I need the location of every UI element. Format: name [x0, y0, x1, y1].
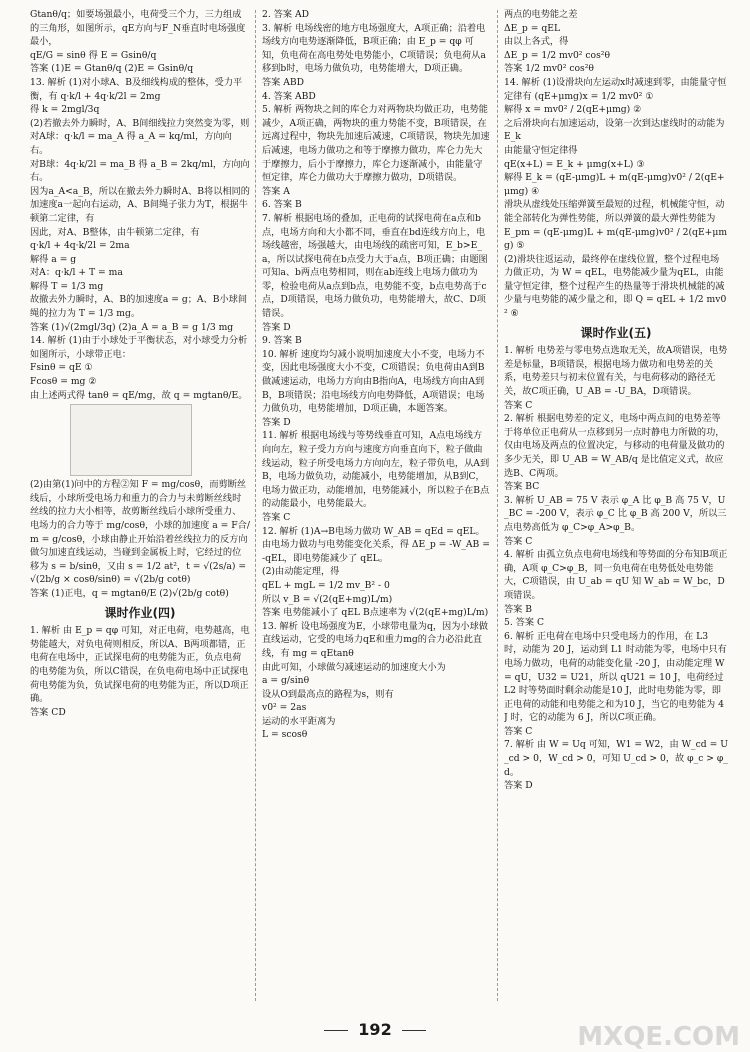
column-divider: [255, 10, 256, 1001]
text-line: 14. 解析 (1)由于小球处于平衡状态，对小球受力分析如图所示，小球带正电：: [30, 335, 248, 360]
text-line: 由以上各式，得: [504, 36, 569, 48]
text-line: 由能量守恒定律得: [504, 144, 578, 156]
text-line: 解得 a = g: [30, 253, 77, 265]
text-line: 3. 解析 电场线密的地方电场强度大，A项正确；沿着电场线方向电势逐渐降低，B项正确；由 E_p = qφ 可知，负电荷在高电势处电势能小，C项错误；负电荷从a移到b时，电场力做负功，电势能增大，D项正确。: [262, 22, 486, 75]
text-line: 设从O到最高点的路程为s，则有: [262, 688, 394, 700]
text-line: 由电场力做功与电势能变化关系，得 ΔE_p = -W_AB = -qEL，即电势能减少了 qEL。: [262, 539, 490, 564]
text-line: 答案 A: [262, 185, 290, 197]
text-line: 4. 答案 ABD: [262, 90, 316, 102]
text-line: 11. 解析 根据电场线与等势线垂直可知，A点电场线方向向左，粒子受力方向与速度方向垂直向下，粒子做曲线运动，粒子所受电场力方向向左，粒子带负电，从A到B，电场力做负功，动能减小，电势能增加，从B到C，电场力做正功，动能增加，电势能减小，所以粒子在B点的动能最小，电势能最大。: [262, 430, 490, 510]
column-divider: [497, 10, 498, 1001]
text-line: 之后滑块向右加速运动，设第一次到达虚线时的动能为 E_k: [504, 117, 725, 143]
text-line: qEL + mgL = 1/2 mv_B² - 0: [262, 579, 390, 591]
text-line: 由此可知，小球做匀减速运动的加速度大小为: [262, 661, 446, 673]
text-line: L = scosθ: [262, 729, 308, 741]
text-line: (2)由动能定理，得: [262, 566, 340, 578]
text-line: 解得 x = mv0² / 2(qE+μmg) ②: [504, 104, 642, 116]
text-line: v0² = 2as: [262, 702, 307, 714]
text-line: 答案 C: [504, 399, 533, 411]
force-diagram-figure: [70, 404, 192, 476]
text-line: 1. 解析 电势差与零电势点选取无关，故A项错误，电势差是标量，B项错误，根据电场力做功和电势差的关系，电势差只与初末位置有关，与电荷移动的路径无关，故C项正确，U_AB = -U_BA，D项错误。: [504, 345, 728, 398]
text-line: 答案 电势能减小了 qEL B点速率为 √(2(qE+mg)L/m): [262, 607, 489, 619]
text-line: 5. 解析 两物块之间的库仑力对两物块均做正功，电势能减少，A项正确，两物块的重力势能不变，B项错误，在远离过程中，物块先加速后减速，C项错误，物块先加速后减速，电场力做功之和等于摩擦力做功，库仑力先大于摩擦力，后小于摩擦力，库仑力逐渐减小，由能量守恒定律，库仑力做功大于摩擦力做功，D项错误。: [262, 104, 490, 184]
text-line: 答案 (1)√(2mgl/3q) (2)a_A = a_B = g 1/3 mg: [30, 321, 234, 333]
text-line: 答案 1/2 mv0² cos²θ: [504, 63, 594, 75]
page-number-dash: [324, 1030, 348, 1031]
text-line: qE/G = sinθ 得 E = Gsinθ/q: [30, 49, 157, 61]
text-line: 得 k = 2mgl/3q: [30, 104, 100, 116]
text-line: 4. 解析 由孤立负点电荷电场线和等势面的分布知B项正确，A项 φ_C>φ_B，同一负电荷在电势低处电势能大，C项错误，由 U_ab = qU 知 W_ab = W_bc，D项错误。: [504, 549, 728, 601]
text-line: 答案 ABD: [262, 76, 305, 88]
text-line: 因为a_A<a_B，所以在撤去外力瞬时A、B将以相同的加速度a一起向右运动，A、B间绳子张力为T，根据牛顿第二定律，有: [30, 185, 250, 224]
text-line: 因此，对A、B整体，由牛顿第二定律，有: [30, 226, 200, 238]
section-heading: 课时作业(四): [104, 605, 176, 620]
text-line: 13. 解析 设电场强度为E，小球带电量为q，因为小球做直线运动，它受的电场力qE和重力mg的合力必沿此直线，有 mg = qEtanθ: [262, 620, 488, 659]
text-line: 答案 CD: [30, 706, 66, 718]
text-line: Gtanθ/q；如要场强最小，电荷受三个力，三力组成的三角形，如图所示，qE方向与F_N垂直时电场强度最小，: [30, 9, 246, 48]
text-line: ΔE_p = qEL: [504, 22, 561, 34]
text-line: 10. 解析 速度均匀减小说明加速度大小不变，电场力不变，因此电场强度大小不变，C项错误；负电荷由A到B做减速运动，电场力方向由B指向A，电场线方向由A到B，B项错误；沿电场线方向电势降低，A项错误；电场力做负功，电势能增加，D项正确，本题答案。: [262, 348, 485, 415]
text-line: (2)滑块往返运动，最终停在虚线位置，整个过程电场力做正功，为 W = qEL，电势能减少量为qEL，由能量守恒定律，整个过程产生的热量等于滑块机械能的减少量与电势能的减少量之和，即 Q = qEL + 1/2 mv0² ⑥: [504, 253, 727, 320]
text-line: 7. 解析 由 W = Uq 可知，W1 = W2，由 W_cd = U_cd > 0，W_cd > 0，可知 U_cd > 0，故 φ_c > φ_d。: [504, 739, 728, 778]
text-line: q·k/l + 4q·k/2l = 2ma: [30, 240, 130, 252]
text-line: 答案 D: [262, 416, 291, 428]
text-line: 答案 BC: [504, 481, 540, 493]
text-line: (2)若撤去外力瞬时，A、B间细线拉力突然变为零，则: [30, 117, 250, 129]
text-line: 12. 解析 (1)A→B电场力做功 W_AB = qEd = qEL。: [262, 525, 485, 537]
text-line: 运动的水平距离为: [262, 715, 336, 727]
text-line: 答案 C: [504, 535, 533, 547]
text-line: 答案 (1)E = Gtanθ/q (2)E = Gsinθ/q: [30, 63, 194, 75]
text-line: 14. 解析 (1)设滑块向左运动x时减速到零，由能量守恒定律有 (qE+μmg)x = 1/2 mv0² ①: [504, 76, 727, 102]
text-line: 5. 答案 C: [504, 617, 545, 629]
section-heading: 课时作业(五): [580, 325, 652, 340]
text-line: 6. 解析 正电荷在电场中只受电场力的作用，在 L3 时，动能为 20 J，运动到 L1 时动能为零，电场中只有电场力做功，电荷的动能变化量 -20 J，由动能定理 W = qU，U32 = U21，所以 qU21 = 10 J，电荷经过 L2 时等势面时剩余动能是10 J，此时电势能为零，即正电荷的动能和电势能之和为10 J，当它的电势能为 4 J 时，它的动能为 6 J，所以C项正确。: [504, 630, 727, 724]
text-line: 答案 B: [504, 603, 533, 615]
text-line: ΔE_p = 1/2 mv0² cos²θ: [504, 49, 611, 61]
text-line: 滑块从虚线处压缩弹簧至最短的过程，机械能守恒，动能全部转化为弹性势能，所以弹簧的最大弹性势能为: [504, 199, 725, 224]
text-line: (2)由第(1)问中的方程②知 F = mg/cosθ，而剪断丝线后，小球所受电场力和重力的合力与未剪断丝线时丝线的拉力大小相等，故剪断丝线后小球所受重力、电场力的合力等于 mg/cosθ，小球的加速度 a = F合/m = g/cosθ，小球由静止开始沿着丝线拉力的反方向做匀加速直线运动，当碰到金属板上时，它经过的位移为 s = b/sinθ，又由 s = 1/2 at²，t = √(2s/a) = √(2b/g × cosθ/sinθ) = √(2b/g cotθ): [30, 479, 250, 586]
text-line: 6. 答案 B: [262, 199, 302, 211]
page-number-dash: [402, 1030, 426, 1031]
text-line: 解得 T = 1/3 mg: [30, 280, 104, 292]
text-line: 1. 解析 由 E_p = qφ 可知，对正电荷，电势越高，电势能越大，对负电荷则相反，所以A、B两项都错，正电荷在电场中，正试探电荷的电势能为正，负点电荷的电势能为负，所以C错误，在负电荷电场中正试探电荷电势能为负，负试探电荷的电势能为正，所以D项正确。: [30, 625, 250, 705]
text-line: 由上述两式得 tanθ = qE/mg，故 q = mgtanθ/E。: [30, 389, 248, 401]
text-line: 答案 (1)正电，q = mgtanθ/E (2)√(2b/g cotθ): [30, 587, 229, 599]
text-line: 13. 解析 (1)对小球A、B及细线构成的整体，受力平衡，有 q·k/l + 4q·k/2l = 2mg: [30, 76, 243, 102]
text-line: Fcosθ = mg ②: [30, 376, 97, 388]
column-left: [30, 8, 250, 1009]
text-line: 解得 E_k = (qE-μmg)L + m(qE-μmg)v0² / 2(qE+μmg) ④: [504, 172, 725, 197]
text-line: 对A球：q·k/l = ma_A 得 a_A = kq/ml，方向向右。: [30, 131, 232, 156]
text-line: 两点的电势能之差: [504, 9, 578, 20]
column-middle: [262, 8, 490, 1009]
text-line: 2. 解析 根据电势差的定义，电场中两点间的电势差等于将单位正电荷从一点移到另一点时静电力所做的功，仅由电场及两点的位置决定，与移动的电荷量及做功的多少无关，即 U_AB = W_AB/q 是比值定义式，故应选B、C两项。: [504, 413, 725, 479]
text-line: 答案 C: [262, 511, 291, 523]
watermark: MXQE.COM: [577, 1022, 740, 1052]
text-line: 9. 答案 B: [262, 335, 302, 347]
column-right: [504, 8, 728, 1009]
text-line: 对A：q·k/l + T = ma: [30, 267, 123, 279]
page-number: 192: [358, 1020, 392, 1040]
text-line: 3. 解析 U_AB = 75 V 表示 φ_A 比 φ_B 高 75 V，U_BC = -200 V，表示 φ_C 比 φ_B 高 200 V，所以三点电势高低为 φ_C>φ_A>φ_B。: [504, 494, 727, 533]
text-line: 对B球：4q·k/2l = ma_B 得 a_B = 2kq/ml，方向向右。: [30, 158, 250, 184]
text-line: 2. 答案 AD: [262, 9, 309, 20]
text-line: 答案 D: [504, 780, 533, 792]
text-line: 答案 C: [504, 725, 533, 737]
text-line: a = g/sinθ: [262, 675, 310, 687]
text-line: E_pm = (qE-μmg)L + m(qE-μmg)v0² / 2(qE+μmg) ⑤: [504, 226, 728, 252]
text-line: 所以 v_B = √(2(qE+mg)L/m): [262, 593, 393, 605]
text-line: 故撤去外力瞬时，A、B的加速度a = g；A、B小球间绳的拉力为 T = 1/3 mg。: [30, 294, 248, 320]
text-line: Fsinθ = qE ①: [30, 362, 93, 374]
text-line: qE(x+L) = E_k + μmg(x+L) ③: [504, 158, 645, 170]
text-line: 7. 解析 根据电场的叠加，正电荷的试探电荷在a点和b点，电场方向和大小都不同，垂直在bd连线方向上，电场线越密，场强越大，由电场线的疏密可知，E_b>E_a，所以试探电荷在b点受力大于a点，B项正确；由题图可知a、b两点电势相同，则在ab连线上电场力做功为零，检验电荷从a点到b点，电势能不变，b点电势高于c点，D项错误，电场力做负功，电势能增大，故C、D项错误。: [262, 212, 488, 320]
text-line: 答案 D: [262, 321, 291, 333]
